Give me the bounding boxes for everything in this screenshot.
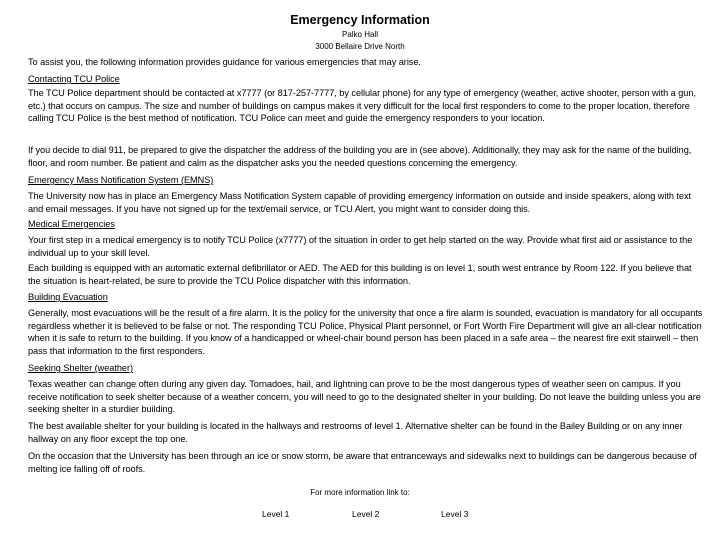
paragraph: Each building is equipped with an automatic external defibrillator or AED. The AED for this building is on level 1, south west entrance by Room 122. If you believe that the situation is heart-related, be sure to provide the TCU Police dispatcher with this information.: [28, 263, 692, 286]
heading-medical: Medical Emergencies: [28, 219, 115, 229]
intro-text: To assist you, the following information provides guidance for various emergencies that may arise.: [28, 57, 421, 67]
paragraph: The TCU Police department should be contacted at x7777 (or 817-257-7777, by cellular phone) for any type of emergency (weather, active shooter, person with a gun, etc.) that occurs on campus. The size and number of buildings on campus makes it very difficult for the local first responders to come to the proper location, therefore calling TCU Police is the best method of notification. TCU Police can meet and guide the emergency responders to your location.: [28, 88, 696, 124]
paragraph: Your first step in a medical emergency is to notify TCU Police (x7777) of the situation in order to get help started on the way. Provide what first aid or assistance to the individual up to your skill level.: [28, 235, 693, 258]
heading-contacting-police: Contacting TCU Police: [28, 74, 120, 84]
paragraph: Texas weather can change often during any given day. Tornadoes, hail, and lightning can prove to be the most dangerous types of weather seen on campus. If you receive notification to seek shelter because of a weather concern, you will need to go to the designated shelter in your building. Do not leave the building unless you are seeking shelter in a sturdier building.: [28, 379, 701, 415]
heading-evacuation: Building Evacuation: [28, 292, 108, 302]
page-title: Emergency Information: [290, 13, 430, 27]
paragraph: If you decide to dial 911, be prepared to give the dispatcher the address of the building you are in (see above). Additionally, they may ask for the name of the building, floor, and room number. Be patient and calm as the dispatcher asks you the needed questions concerning the emergency.: [28, 145, 692, 168]
paragraph: Generally, most evacuations will be the result of a fire alarm. It is the policy for the university that once a fire alarm is sounded, evacuation is mandatory for all occupants regardless whether it is believed to be false or not. The responding TCU Police, Physical Plant personnel, or Fort Worth Fire Department will give an all-clear notification when it is safe to return to the building. If you know of a handicapped or wheel-chair bound person has been placed in a safe area – the nearest fire exit stairwell – then pass that information to the first responders.: [28, 308, 703, 356]
more-info-label: For more information link to:: [310, 488, 410, 497]
heading-shelter: Seeking Shelter (weather): [28, 363, 133, 373]
link-level-2[interactable]: Level 2: [352, 509, 380, 519]
paragraph: The best available shelter for your building is located in the hallways and restrooms of level 1. Alternative shelter can be found in the Bailey Building or on any inner hallway on any floor except the top one.: [28, 421, 683, 444]
link-level-1[interactable]: Level 1: [262, 509, 290, 519]
building-address: 3000 Bellaire Drive North: [315, 42, 405, 51]
paragraph: On the occasion that the University has been through an ice or snow storm, be aware that entranceways and sidewalks next to buildings can be dangerous because of melting ice falling off of roofs.: [28, 451, 697, 474]
link-level-3[interactable]: Level 3: [441, 509, 469, 519]
paragraph: The University now has in place an Emergency Mass Notification System capable of providing emergency information on outside and inside speakers, along with text and email messages. If you have not signed up for the text/email service, or TCU Alert, you might want to consider doing this.: [28, 191, 692, 214]
heading-emns: Emergency Mass Notification System (EMNS): [28, 175, 214, 185]
building-name: Palko Hall: [341, 30, 378, 39]
